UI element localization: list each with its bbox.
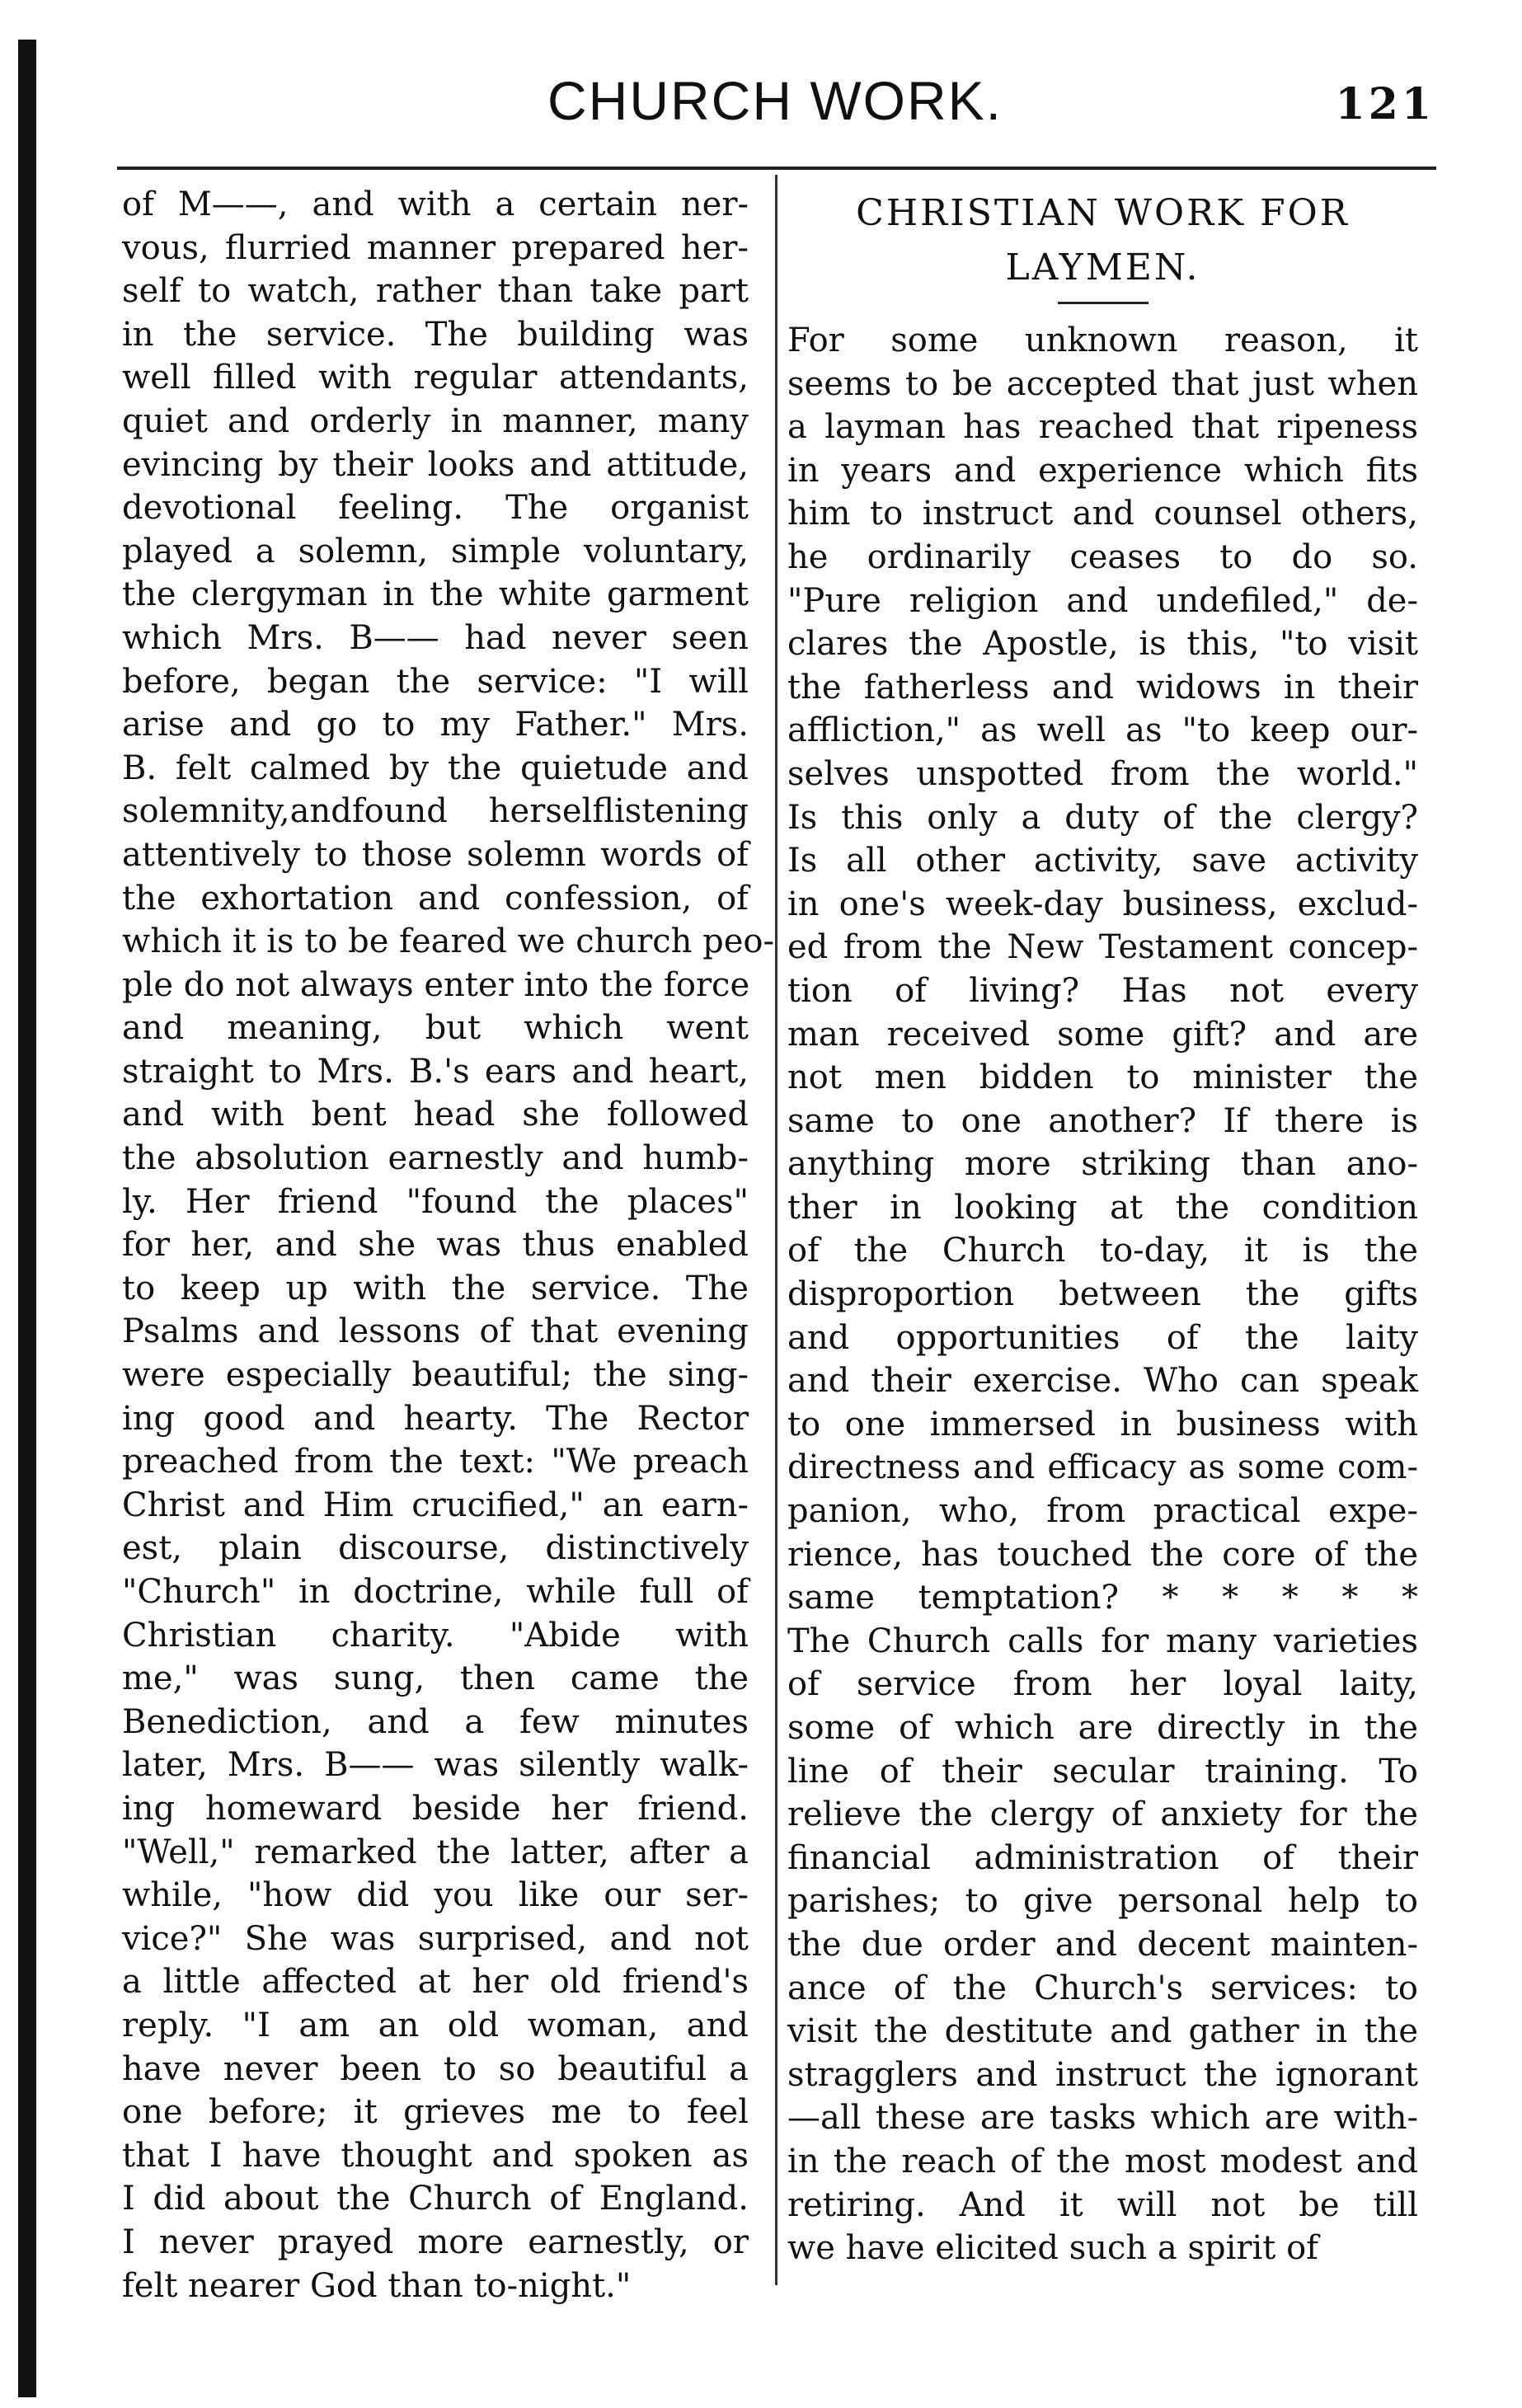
text-line: stragglers and instruct the ignorant (787, 2055, 1418, 2094)
text-line: in the service. The building was (122, 315, 749, 354)
text-line: The Church calls for many varieties (787, 1622, 1418, 1660)
text-line: Christian charity. "Abide with (122, 1616, 749, 1655)
text-line: some of which are directly in the (787, 1709, 1418, 1747)
text-line: ple do not always enter into the force (122, 965, 750, 1004)
text-line: vice?" She was surprised, and not (122, 1919, 749, 1958)
text-line: "Pure religion and undefiled," de- (787, 581, 1418, 620)
text-line: in years and experience which fits (787, 451, 1418, 490)
text-line: which Mrs. B—— had never seen (122, 618, 749, 657)
text-line: to keep up with the service. The (122, 1269, 749, 1307)
text-line: evincing by their looks and attitude, (122, 445, 749, 484)
text-line: in the reach of the most modest and (787, 2142, 1418, 2180)
page-spine-bar (18, 40, 36, 2397)
text-line: and with bent head she followed (122, 1096, 749, 1134)
title-rule (1058, 302, 1149, 304)
text-line: devotional feeling. The organist (122, 489, 749, 528)
text-line: straight to Mrs. B.'s ears and heart, (122, 1052, 749, 1091)
text-line: same temptation? * * * * * (787, 1579, 1418, 1617)
text-line: and opportunities of the laity (787, 1318, 1418, 1357)
text-line: felt nearer God than to-night." (122, 2266, 632, 2305)
text-line: solemnity,andfound herselflistening (122, 792, 749, 831)
text-line: For some unknown reason, it (787, 322, 1418, 359)
text-line: panion, who, from practical expe- (787, 1492, 1418, 1531)
text-line: reply. "I am an old woman, and (122, 2006, 749, 2044)
text-line: Is this only a duty of the clergy? (787, 798, 1418, 837)
text-line: of M——, and with a certain ner- (122, 185, 749, 223)
text-line: we have elicited such a spirit of (787, 2229, 1318, 2268)
text-line: him to instruct and counsel others, (787, 495, 1418, 533)
article-title-line-1: CHRISTIAN WORK FOR (856, 192, 1350, 234)
text-line: visit the destitute and gather in the (787, 2012, 1418, 2051)
text-line: Benediction, and a few minutes (122, 1702, 749, 1741)
running-title: CHURCH WORK. (547, 70, 1003, 131)
text-line: well filled with regular attendants, (122, 359, 749, 397)
page-header (99, 69, 1451, 160)
text-line: man received some gift? and are (787, 1015, 1418, 1054)
text-line: tion of living? Has not every (787, 971, 1418, 1010)
left-column (122, 183, 775, 2307)
text-line: ing homeward beside her friend. (122, 1789, 749, 1828)
text-line: I never prayed more earnestly, or (122, 2223, 749, 2261)
text-line: same to one another? If there is (787, 1101, 1418, 1140)
text-line: not men bidden to minister the (787, 1058, 1418, 1097)
text-line: he ordinarily ceases to do so. (787, 537, 1418, 576)
text-line: quiet and orderly in manner, many (122, 401, 749, 440)
text-line: "Church" in doctrine, while full of (122, 1573, 749, 1611)
text-line: that I have thought and spoken as (122, 2136, 749, 2175)
text-line: which it is to be feared we church peo- (122, 922, 775, 961)
text-line: the absolution earnestly and humb- (122, 1139, 749, 1178)
text-line: attentively to those solemn words of (122, 835, 749, 874)
right-column (787, 183, 1418, 2270)
text-line: I did about the Church of England. (122, 2180, 749, 2218)
text-line: clares the Apostle, is this, "to visit (787, 625, 1418, 664)
text-line: and meaning, but which went (122, 1009, 749, 1048)
text-line: before, began the service: "I will (122, 662, 749, 701)
text-line: later, Mrs. B—— was silently walk- (122, 1746, 749, 1785)
text-line: est, plain discourse, distinctively (122, 1529, 749, 1568)
text-line: selves unspotted from the world." (787, 754, 1418, 793)
text-line: affliction," as well as "to keep our- (787, 711, 1418, 750)
header-rule (117, 167, 1436, 170)
text-line: ly. Her friend "found the places" (122, 1182, 749, 1221)
text-line: a little affected at her old friend's (122, 1963, 749, 2002)
text-line: a layman has reached that ripeness (787, 408, 1418, 447)
text-line: Christ and Him crucified," an earn- (122, 1486, 749, 1524)
text-line: were especially beautiful; the sing- (122, 1356, 749, 1395)
text-line: and their exercise. Who can speak (787, 1362, 1418, 1401)
text-line: seems to be accepted that just when (787, 364, 1418, 403)
text-line: one before; it grieves me to feel (122, 2093, 749, 2132)
text-line: parishes; to give personal help to (787, 1882, 1418, 1921)
text-line: the clergyman in the white garment (122, 575, 749, 614)
text-line: for her, and she was thus enabled (122, 1226, 749, 1265)
text-line: B. felt calmed by the quietude and (122, 749, 749, 787)
text-line: the exhortation and confession, of (122, 879, 749, 918)
text-line: —all these are tasks which are with- (787, 2099, 1418, 2138)
text-line: retiring. And it will not be till (787, 2185, 1418, 2224)
text-line: have never been to so beautiful a (122, 2049, 749, 2088)
text-line: line of their secular training. To (787, 1752, 1418, 1791)
text-line: me," was sung, then came the (122, 1659, 749, 1698)
text-line: of the Church to-day, it is the (787, 1232, 1418, 1270)
text-line: ance of the Church's services: to (787, 1969, 1418, 2007)
text-line: to one immersed in business with (787, 1405, 1418, 1443)
text-line: Is all other activity, save activity (787, 842, 1418, 880)
text-line: arise and go to my Father." Mrs. (122, 706, 749, 744)
text-line: in one's week-day business, exclud- (787, 885, 1418, 923)
text-line: ther in looking at the condition (787, 1188, 1418, 1227)
text-line: the fatherless and widows in their (787, 668, 1418, 706)
text-line: directness and efficacy as some com- (787, 1448, 1418, 1487)
text-line: Psalms and lessons of that evening (122, 1312, 749, 1351)
text-line: preached from the text: "We preach (122, 1443, 749, 1481)
text-line: ing good and hearty. The Rector (122, 1399, 749, 1438)
text-line: vous, flurried manner prepared her- (122, 228, 749, 267)
text-line: self to watch, rather than take part (122, 272, 749, 311)
page-number: 121 (1335, 79, 1435, 129)
text-line: rience, has touched the core of the (787, 1535, 1418, 1574)
text-line: while, "how did you like our ser- (122, 1876, 749, 1915)
text-line: ed from the New Testament concep- (787, 928, 1418, 967)
text-line: "Well," remarked the latter, after a (122, 1833, 749, 1871)
text-line: played a solemn, simple voluntary, (122, 532, 749, 570)
text-line: of service from her loyal laity, (787, 1665, 1418, 1704)
text-line: relieve the clergy of anxiety for the (787, 1795, 1418, 1834)
text-line: disproportion between the gifts (787, 1275, 1418, 1314)
text-line: financial administration of their (787, 1838, 1418, 1877)
article-title-line-2: LAYMEN. (1005, 246, 1200, 289)
text-line: the due order and decent mainten- (787, 1925, 1418, 1964)
column-divider (775, 175, 777, 2285)
text-line: anything more striking than ano- (787, 1145, 1418, 1184)
article-body (787, 319, 1418, 2270)
